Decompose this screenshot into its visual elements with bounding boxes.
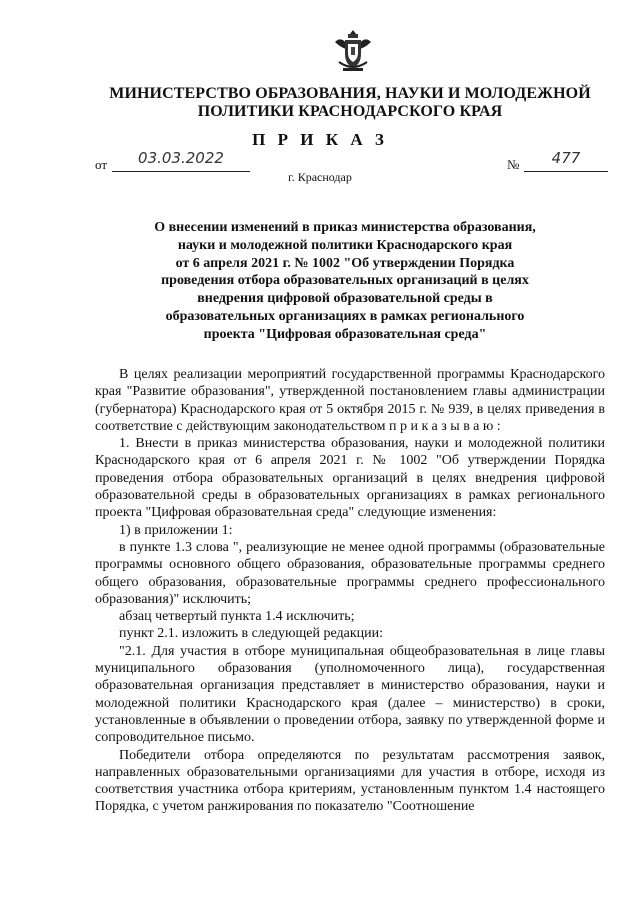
ministry-line-1: МИНИСТЕРСТВО ОБРАЗОВАНИЯ, НАУКИ И МОЛОДЕЖНОЙ (109, 85, 591, 102)
title-line: науки и молодежной политики Краснодарского края (177, 237, 513, 253)
number-value: 477 (524, 149, 608, 172)
paragraph: "2.1. Для участия в отборе муниципальная общеобразовательная в лице главы муниципального образования (уполномоченного лица), государственная образовательная организация представляет в министерство образования, науки и молодежной политики Краснодарского края (далее – министерство) в сроки, установленные в объявлении о проведении отбора, заявку по утвержденной форме и сопроводительное письмо. (95, 643, 605, 746)
city: г. Краснодар (288, 170, 352, 184)
date-value: 03.03.2022 (112, 149, 250, 172)
title-line: от 6 апреля 2021 г. № 1002 "Об утверждении Порядка (175, 255, 515, 271)
ministry-line-2: ПОЛИТИКИ КРАСНОДАРСКОГО КРАЯ (197, 103, 503, 120)
paragraph: 1. Внести в приказ министерства образования, науки и молодежной политики Краснодарского края от 6 апреля 2021 г. № 1002 "Об утверждении Порядка проведения отбора образовательных организаций в целях внедрения цифровой образовательной среды в образовательных организациях в рамках регионального проекта "Цифровая образовательная среда" следующие изменения: (95, 436, 605, 521)
paragraph: Победители отбора определяются по результатам рассмотрения заявок, направленных образовательными организациями для участия в отборе, исходя из соответствия участника отбора критериям, установленным пунктом 1.4 настоящего Порядка, с учетом ранжирования по показателю "Соотношение (95, 747, 605, 815)
paragraph: в пункте 1.3 слова ", реализующие не менее одной программы (образовательные программы основного общего образования, образовательные программы среднего общего образования, образовательные программы среднего профессионального образования)" исключить; (95, 539, 605, 607)
document-type: П Р И К А З (252, 130, 388, 149)
date-label: от (95, 157, 108, 172)
coat-of-arms-icon (333, 28, 373, 74)
title-line: внедрения цифровой образовательной среды в (197, 291, 493, 307)
document-body (95, 366, 605, 816)
order-word: приказываю: (388, 418, 505, 434)
paragraph: 1) в приложении 1: (119, 522, 233, 538)
title-line: проекта "Цифровая образовательная среда" (203, 326, 487, 342)
title-line: О внесении изменений в приказ министерства образования, (154, 220, 536, 235)
document-title (125, 219, 565, 344)
paragraph: пункт 2.1. изложить в следующей редакции: (119, 626, 383, 642)
title-line: образовательных организациях в рамках регионального (165, 308, 525, 324)
paragraph-preamble (95, 366, 605, 435)
number-label: № (507, 157, 520, 172)
preamble-text: В целях реализации мероприятий государственной программы Краснодарского края "Развитие образования", утвержденной постановлением главы администрации (губернатора) Краснодарского края от 5 октября 2015 г. № 939, в целях приведения в соответствие с действующим законодательством (95, 367, 605, 434)
ministry-name (60, 85, 640, 121)
title-line: проведения отбора образовательных организаций в целях (161, 273, 529, 289)
paragraph: абзац четвертый пункта 1.4 исключить; (119, 609, 355, 625)
